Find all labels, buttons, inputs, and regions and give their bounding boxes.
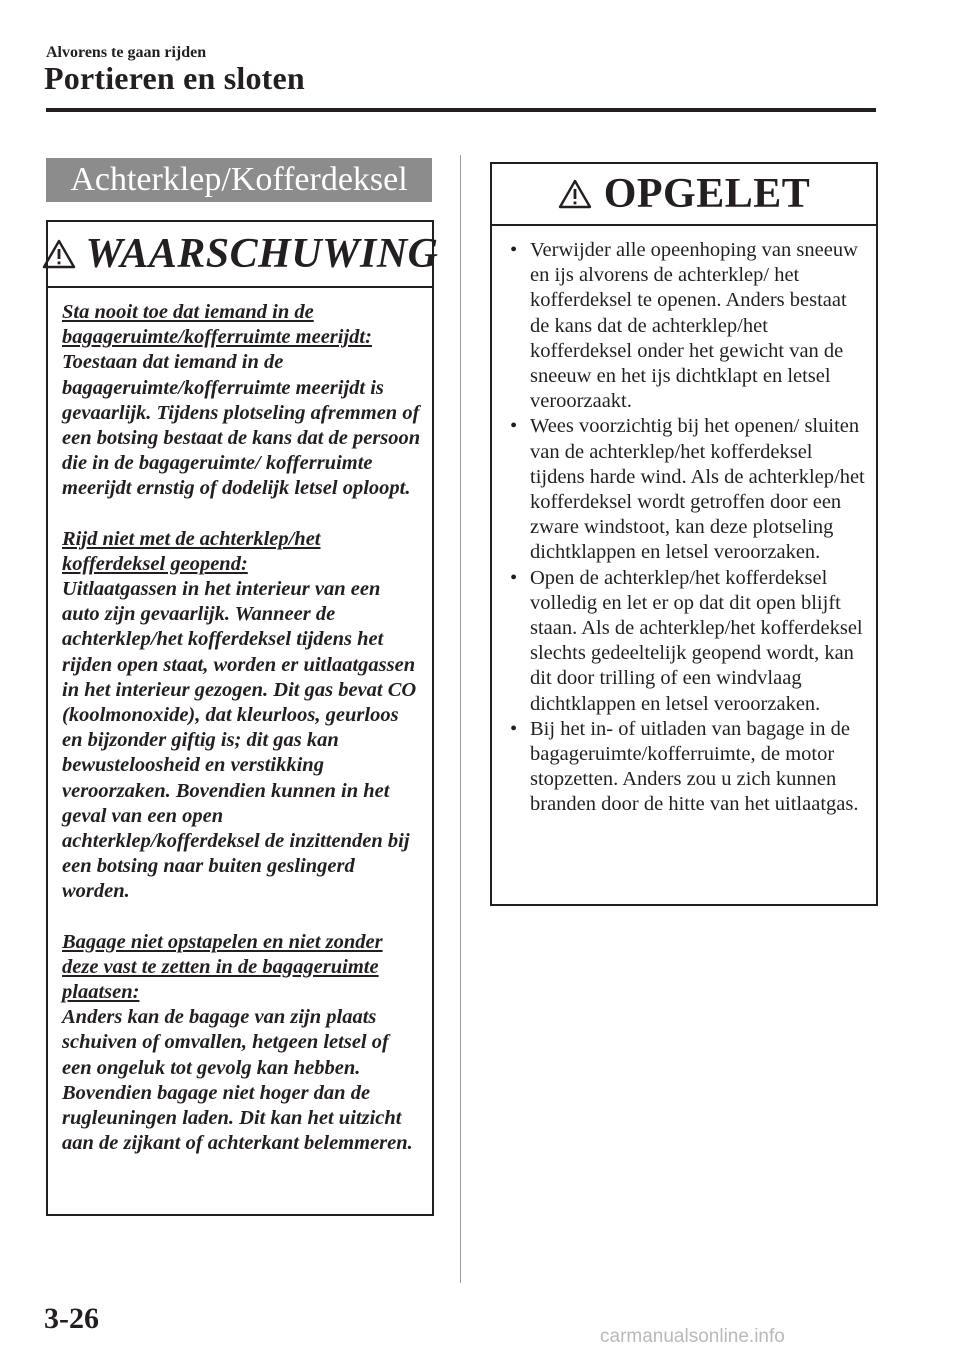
- warning-item-text: Uitlaatgassen in het interieur van een auto zijn gevaarlijk. Wanneer de achterklep/het kofferdeksel tijdens het rijden open staat, worden er uitlaatgassen in het interieur gezogen. Dit gas bevat CO (koolmonoxide), dat kleurloos, geurloos en bijzonder giftig is; dit gas kan bewusteloosheid en verstikking veroorzaken. Bovendien kunnen in het geval van een open achterklep/kofferdeksel de inzittenden bij een botsing naar buiten geslingerd worden.: [62, 578, 417, 903]
- warning-header: [48, 222, 439, 288]
- warning-item: [62, 527, 422, 905]
- caution-list: [492, 226, 876, 818]
- warning-item-text: Toestaan dat iemand in de bagageruimte/kofferruimte meerijdt is gevaarlijk. Tijdens plotseling afremmen of een botsing bestaat de kans dat de persoon die in de bagageruimte/ kofferruimte meerijdt ernstig of dodelijk letsel oploopt.: [62, 351, 421, 500]
- warning-item-heading: Rijd niet met de achterklep/het kofferdeksel geopend:: [62, 527, 321, 575]
- caution-item-text: Wees voorzichtig bij het openen/ sluiten van de achterklep/het kofferdeksel tijdens harde wind. Als de achterklep/het kofferdeksel wordt getroffen door een zware windstoot, kan deze plotseling dichtklappen en letsel veroorzaken.: [530, 415, 865, 564]
- caution-label: OPGELET: [603, 171, 811, 217]
- bullet: •: [510, 415, 518, 438]
- list-item: [506, 414, 866, 565]
- list-item: [506, 238, 866, 414]
- caution-triangle-icon: [558, 179, 592, 209]
- page-number: 3-26: [44, 1302, 99, 1335]
- column-divider: [460, 155, 461, 1283]
- caution-item-text: Open de achterklep/het kofferdeksel volledig en let er op dat dit open blijft staan. Als de achterklep/het kofferdeksel slechts gedeeltelijk geopend wordt, kan dit door trilling of een windvlaag dichtklappen en letsel veroorzaken.: [530, 566, 863, 715]
- section-title: Achterklep/Kofferdeksel: [46, 158, 432, 202]
- caution-item-text: Verwijder alle opeenhoping van sneeuw en ijs alvorens de achterklep/ het kofferdeksel te openen. Anders bestaat de kans dat de achterklep/het kofferdeksel onder het gewicht van de sneeuw en het ijs dichtklapt en letsel veroorzaakt.: [530, 239, 858, 413]
- warning-item-heading: Bagage niet opstapelen en niet zonder deze vast te zetten in de bagageruimte plaatsen:: [62, 930, 383, 1004]
- caution-item-text: Bij het in- of uitladen van bagage in de bagageruimte/kofferruimte, de motor stopzetten. Anders zou u zich kunnen branden door de hitte van het uitlaatgas.: [530, 717, 859, 816]
- list-item: [506, 566, 866, 717]
- bullet: •: [510, 239, 518, 261]
- chapter-subtitle: Alvorens te gaan rijden: [46, 44, 207, 61]
- caution-header: [492, 164, 876, 226]
- watermark: carmanualsonline.info: [600, 1326, 785, 1347]
- header-divider: [46, 108, 876, 112]
- warning-item: [62, 930, 422, 1157]
- page-title: Portieren en sloten: [44, 60, 305, 96]
- warning-item: [62, 300, 422, 502]
- warning-item-text: Anders kan de bagage van zijn plaats schuiven of omvallen, hetgeen letsel of een ongeluk tot gevolg kan hebben. Bovendien bagage niet hoger dan de rugleuningen laden. Dit kan het uitzicht aan de zijkant of achterkant belemmeren.: [62, 1006, 413, 1155]
- caution-box: [490, 162, 878, 906]
- list-item: [506, 717, 866, 818]
- warning-body: [48, 288, 432, 1157]
- warning-item-heading: Sta nooit toe dat iemand in de bagageruimte/kofferruimte meerijdt:: [62, 301, 372, 349]
- warning-triangle-icon: [42, 239, 76, 269]
- warning-label: WAARSCHUWING: [85, 231, 439, 277]
- warning-box: [46, 220, 439, 1216]
- bullet: •: [510, 566, 518, 589]
- bullet: •: [510, 717, 518, 740]
